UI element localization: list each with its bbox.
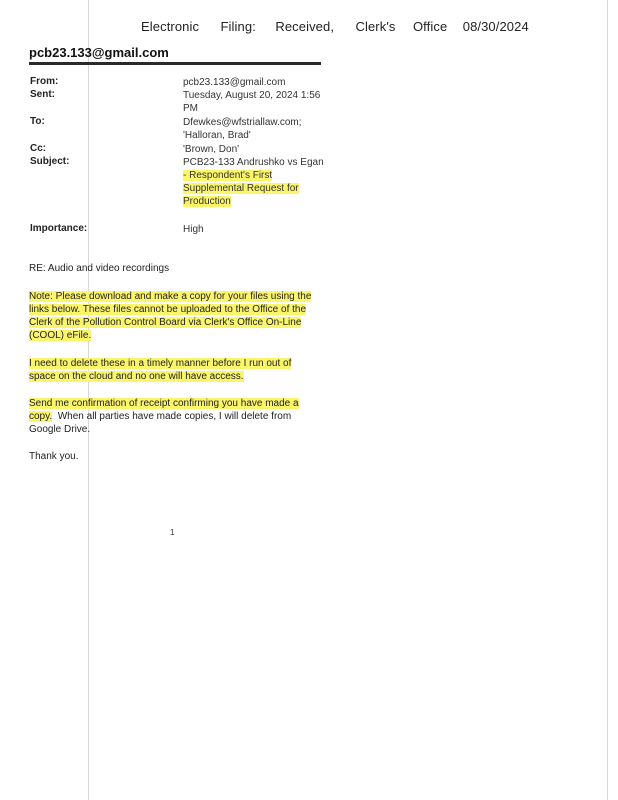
from-value: pcb23.133@gmail.com [183, 77, 286, 88]
to-label: To: [30, 116, 45, 127]
from-label: From: [30, 76, 59, 87]
subject-line-highlighted: Supplemental Request for [183, 183, 299, 194]
delete-paragraph [29, 357, 325, 383]
sent-value-line: PM [183, 103, 198, 114]
stamp-word: Filing: [220, 19, 256, 34]
re-line: RE: Audio and video recordings [29, 263, 170, 274]
sent-value-line: Tuesday, August 20, 2024 1:56 [183, 90, 321, 101]
stamp-word: Clerk's [355, 19, 396, 34]
subject-line-highlighted: Production [183, 196, 231, 207]
subject-line-highlighted: - Respondent's First [183, 170, 273, 181]
sender-header: pcb23.133@gmail.com [29, 45, 169, 60]
subject-value [183, 156, 324, 208]
scan-line-right [607, 0, 608, 800]
delete-line: space on the cloud and no one will have access. [29, 371, 244, 382]
to-value [183, 116, 302, 142]
sent-label: Sent: [30, 89, 55, 100]
note-line: Note: Please download and make a copy for your files using the [29, 291, 312, 302]
delete-line: I need to delete these in a timely manner before I run out of [29, 358, 292, 369]
subject-line: PCB23-133 Andrushko vs Egan [183, 157, 324, 168]
confirm-line: Google Drive. [29, 424, 91, 435]
note-line: Clerk of the Pollution Control Board via Clerk's Office On-Line [29, 317, 302, 328]
stamp-date: 08/30/2024 [462, 19, 529, 34]
note-line: (COOL) eFile. [29, 330, 92, 341]
note-line: links below. These files cannot be uploaded to the Office of the [29, 304, 307, 315]
sent-value [183, 89, 320, 115]
confirm-line-highlighted: copy. [29, 411, 53, 422]
stamp-word: Received, [275, 19, 335, 34]
to-value-line: 'Halloran, Brad' [183, 130, 251, 141]
importance-label: Importance: [30, 223, 88, 234]
stamp-word: Electronic [141, 19, 200, 34]
cc-label: Cc: [30, 143, 47, 154]
to-value-line: Dfewkes@wfstriallaw.com; [183, 117, 302, 128]
confirm-line: Send me confirmation of receipt confirming you have made a [29, 398, 299, 409]
importance-value: High [183, 224, 204, 235]
thanks-line: Thank you. [29, 451, 79, 462]
note-paragraph [29, 290, 325, 342]
cc-value: 'Brown, Don' [183, 144, 240, 155]
subject-label: Subject: [30, 156, 70, 167]
page-number: 1 [170, 528, 175, 537]
confirm-paragraph [29, 397, 325, 436]
stamp-word: Office [412, 19, 448, 34]
confirm-line-rest: When all parties have made copies, I will delete from [52, 411, 292, 422]
filing-stamp [141, 19, 529, 34]
header-rule [29, 62, 321, 65]
